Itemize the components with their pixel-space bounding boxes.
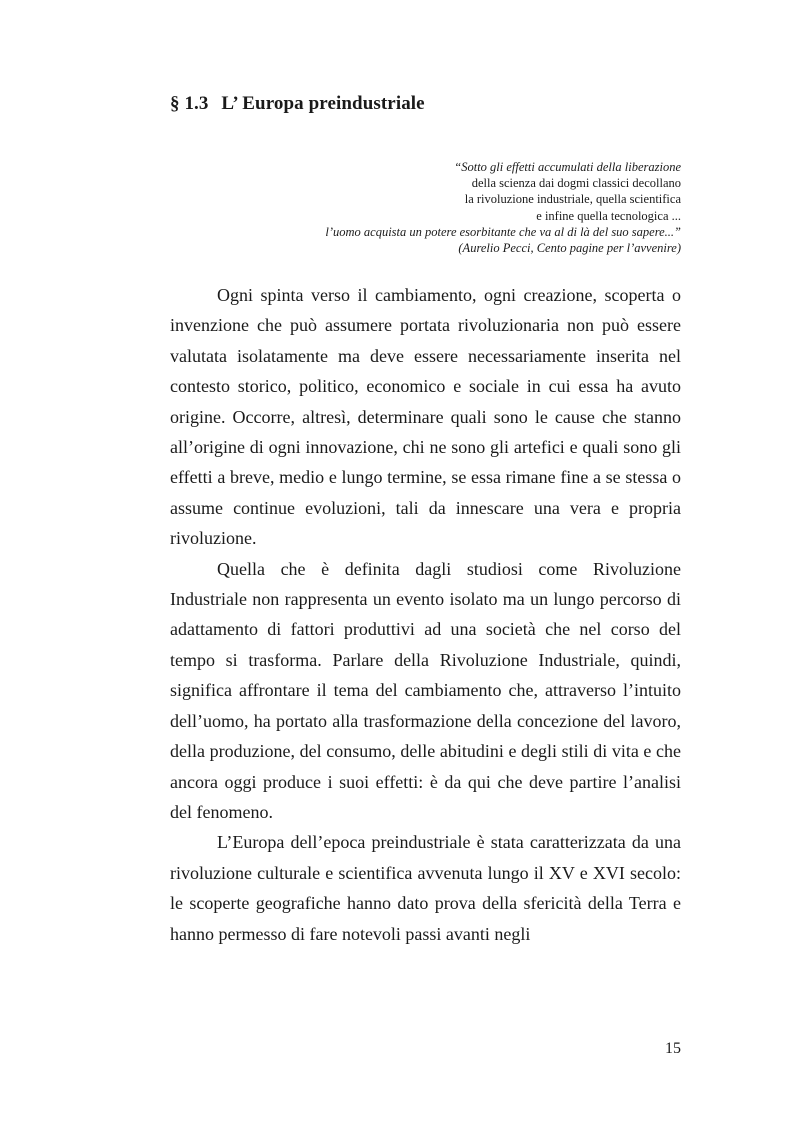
paragraph: L’Europa dell’epoca preindustriale è stata caratterizzata da una rivoluzione culturale e scientifica avvenuta lungo il XV e XVI secolo: le scoperte geografiche hanno dato prova della sfericità della Terra e hanno permesso di fare notevoli passi avanti negli xyxy=(170,832,681,944)
epigraph-quote xyxy=(161,159,681,256)
body-text xyxy=(170,280,681,949)
epigraph-line: della scienza dai dogmi classici decollano xyxy=(471,176,681,191)
epigraph-line: “Sotto gli effetti accumulati della liberazione xyxy=(454,160,681,174)
epigraph-line: la rivoluzione industriale, quella scientifica xyxy=(464,192,681,207)
page-number: 15 xyxy=(665,1040,681,1057)
paragraph: Quella che è definita dagli studiosi come Rivoluzione Industriale non rappresenta un evento isolato ma un lungo percorso di adattamento di fattori produttivi ad una società che nel corso del tempo si trasforma. Parlare della Rivoluzione Industriale, quindi, significa affrontare il tema del cambiamento che, attraverso l’intuito dell’uomo, ha portato alla trasformazione della concezione del lavoro, della produzione, del consumo, delle abitudini e degli stili di vita e che ancora oggi produce i suoi effetti: è da qui che deve partire l’analisi del fenomeno. xyxy=(170,558,681,822)
section-title: L’ Europa preindustriale xyxy=(221,93,425,114)
epigraph-line: e infine quella tecnologica ... xyxy=(536,208,681,223)
epigraph-line: l’uomo acquista un potere esorbitante che va al di là del suo sapere...” xyxy=(325,224,681,239)
paragraph: Ogni spinta verso il cambiamento, ogni creazione, scoperta o invenzione che può assumere portata rivoluzionaria non può essere valutata isolatamente ma deve essere necessariamente inserita nel contesto storico, politico, economico e sociale in cui essa ha avuto origine. Occorre, altresì, determinare quali sono le cause che stanno all’origine di ogni innovazione, chi ne sono gli artefici e quali sono gli effetti a breve, medio e lungo termine, se essa rimane fine a se stessa o assume continue evoluzioni, tali da innescare una vera e propria rivoluzione. xyxy=(170,285,681,549)
section-heading xyxy=(170,93,425,115)
section-number: § 1.3 xyxy=(170,93,209,114)
epigraph-attribution: (Aurelio Pecci, Cento pagine per l’avvenire) xyxy=(458,241,681,256)
